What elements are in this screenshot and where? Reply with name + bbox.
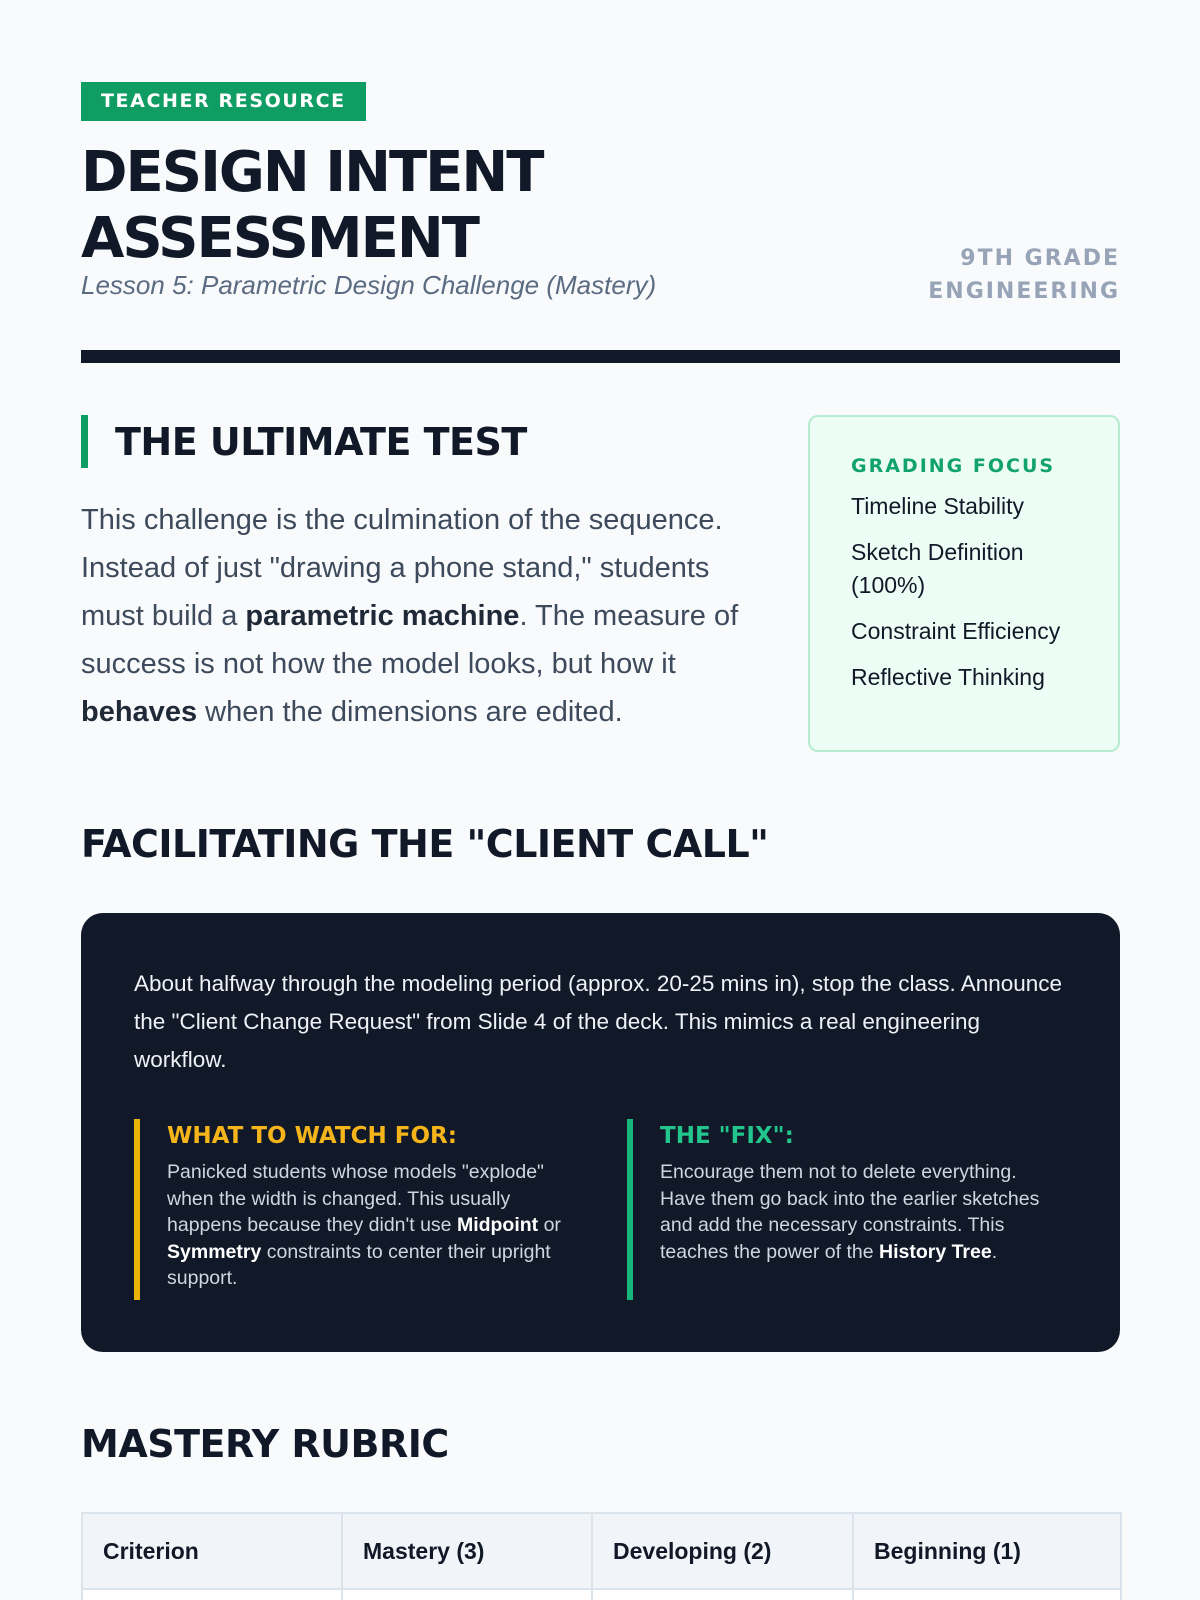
behaves-emphasis: behaves [81,696,198,728]
watch-text-3: constraints to center their upright support. [167,1240,551,1289]
watch-for-title: WHAT TO WATCH FOR: [167,1123,457,1149]
ultimate-test-text-1: This challenge is the culmination of the sequence. Instead of just "drawing a phone stand," students must build a [81,504,723,632]
teacher-resource-badge: TEACHER RESOURCE [81,82,366,121]
column-header-beginning: Beginning (1) [853,1513,1121,1589]
client-call-heading: FACILITATING THE "CLIENT CALL" [81,822,769,866]
ultimate-test-paragraph [81,496,761,736]
page-title-line-1: DESIGN INTENT [81,140,543,205]
history-tree-emphasis: History Tree [878,1240,992,1263]
column-header-mastery: Mastery (3) [342,1513,592,1589]
grade-label-line-2: ENGINEERING [928,279,1120,304]
ultimate-test-text-3: when the dimensions are edited. [197,696,623,728]
watch-for-column [134,1119,574,1300]
ultimate-test-content [81,415,761,736]
client-call-card [81,913,1120,1352]
client-call-intro: About halfway through the modeling period (approx. 20-25 mins in), stop the class. Announce the "Client Change Request" from Slide 4 of the deck. This mimics a real engineering workflow. [134,971,1063,1072]
fix-column [627,1119,1067,1300]
table-cell [592,1589,853,1600]
page-title-line-2: ASSESSMENT [81,206,478,271]
fix-title: THE "FIX": [660,1123,794,1149]
grading-focus-box [808,415,1120,752]
ultimate-test-heading: THE ULTIMATE TEST [115,419,527,464]
fix-text [660,1159,1067,1265]
grading-focus-item: Sketch Definition (100%) [851,539,1024,598]
ultimate-test-section [81,415,1120,755]
parametric-machine-emphasis: parametric machine [245,600,520,632]
grading-focus-item: Timeline Stability [851,493,1024,519]
mastery-rubric-table [81,1512,1122,1600]
midpoint-emphasis: Midpoint [456,1214,539,1236]
grade-label-line-1: 9TH GRADE [960,246,1120,271]
header [81,82,1120,302]
grade-label [928,242,1120,308]
page-title [81,140,781,272]
fix-text-1: Encourage them not to delete everything. Have them go back into the earlier sketches and add the necessary constraints. This teaches the power of the [660,1161,1040,1263]
table-cell [82,1589,342,1600]
symmetry-emphasis: Symmetry [167,1240,262,1263]
watch-text-2: or [538,1214,561,1236]
watch-text-1: Panicked students whose models "explode" when the width is changed. This usually happens because they didn't use [167,1161,544,1236]
grading-focus-item: Constraint Efficiency [851,618,1061,644]
section-heading-bar [81,415,761,468]
column-header-developing: Developing (2) [592,1513,853,1589]
ultimate-test-text-2: . The measure of success is not how the model looks, but how it [81,600,739,680]
document-page [81,82,1120,1564]
mastery-rubric-heading: MASTERY RUBRIC [81,1422,449,1466]
table-cell [853,1589,1121,1600]
client-call-columns [134,1119,1067,1300]
table-cell [342,1589,592,1600]
table-header-row [82,1513,1121,1589]
grading-focus-title: GRADING FOCUS [851,455,1056,477]
table-row [82,1589,1121,1600]
column-header-criterion: Criterion [82,1513,342,1589]
lesson-subtitle: Lesson 5: Parametric Design Challenge (Mastery) [81,270,657,300]
fix-text-2: . [991,1240,998,1263]
header-divider [81,350,1120,363]
watch-for-text [167,1159,574,1292]
grading-focus-item: Reflective Thinking [851,664,1045,690]
